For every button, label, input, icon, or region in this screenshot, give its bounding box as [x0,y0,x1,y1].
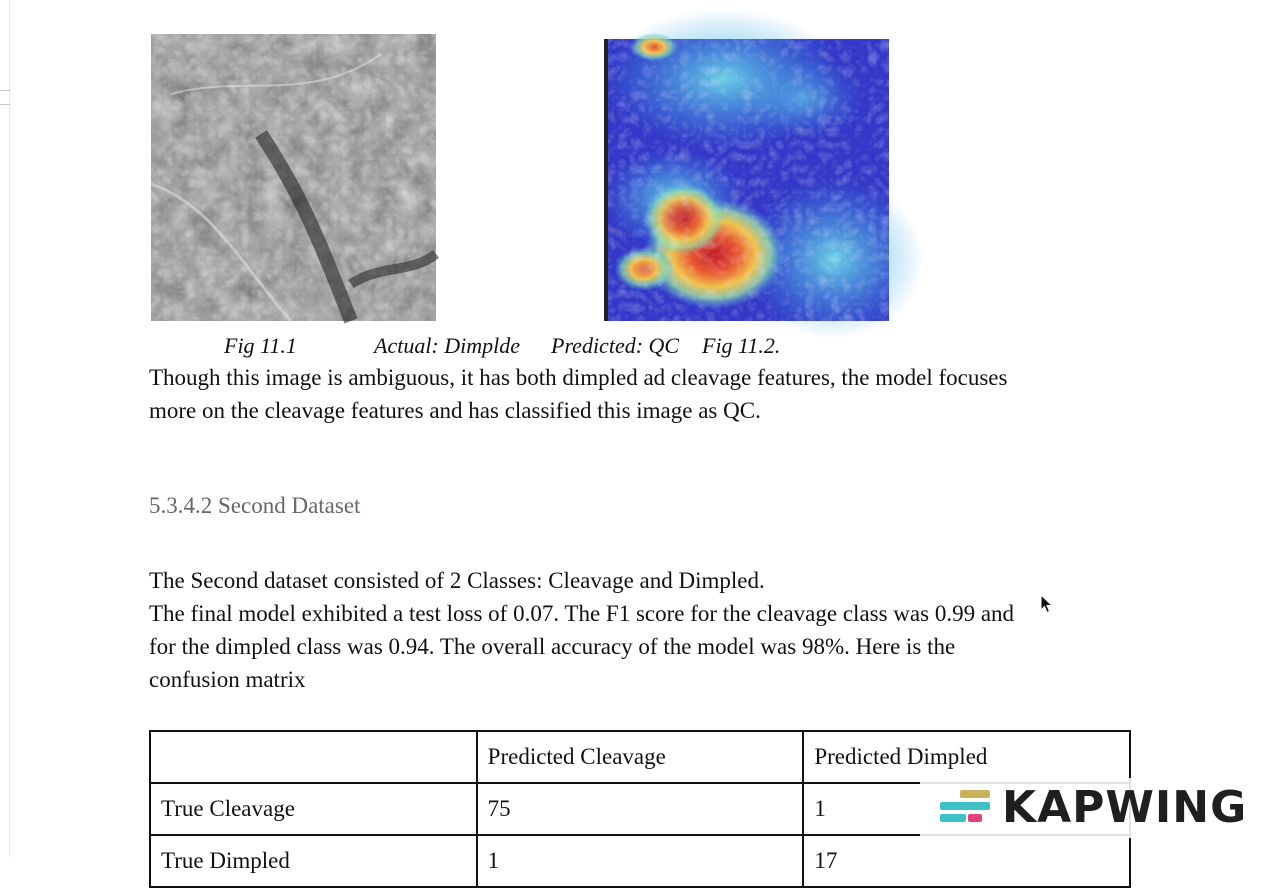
table-header-cell [150,731,477,783]
kapwing-logo-icon [938,788,992,826]
table-cell: 17 [803,835,1130,887]
caption-predicted-label: Predicted: QC [551,333,680,358]
caption-actual-label: Actual: Dimplde [374,333,521,358]
margin-marker [0,104,10,105]
page-edge-divider [9,0,10,858]
paragraph-dataset-summary [149,564,1119,696]
table-header-cell: Predicted Dimpled [803,731,1130,783]
figure-caption-left: Fig 11.1 [224,333,297,358]
table-header-cell: Predicted Cleavage [477,731,804,783]
table-row [150,835,1130,887]
figure-sem-image [151,34,436,321]
paragraph-line: more on the cleavage features and has classified this image as QC. [149,398,761,423]
table-cell: 1 [477,835,804,887]
paragraph-line: The Second dataset consisted of 2 Classes: Cleavage and Dimpled. [149,568,765,593]
paragraph-figure-explanation [149,361,1119,427]
mouse-pointer-icon [1040,594,1054,614]
paragraph-line: confusion matrix [149,667,306,692]
section-heading: 5.3.4.2 Second Dataset [149,493,361,518]
kapwing-wordmark: KAPWING [1002,782,1248,833]
table-header-row [150,731,1130,783]
kapwing-watermark [920,778,1260,838]
table-row-label: True Cleavage [150,783,477,835]
paragraph-line: for the dimpled class was 0.94. The overall accuracy of the model was 98%. Here is the [149,634,956,659]
table-cell: 1 [803,783,1130,835]
table-row-label: True Dimpled [150,835,477,887]
paragraph-line: Though this image is ambiguous, it has both dimpled ad cleavage features, the model focuses [149,365,1008,390]
figure-caption-right: Fig 11.2. [702,333,781,358]
paragraph-line: The final model exhibited a test loss of 0.07. The F1 score for the cleavage class was 0.99 and [149,601,1015,626]
table-cell: 75 [477,783,804,835]
figure-heatmap-image [604,39,889,321]
margin-marker [0,90,10,91]
